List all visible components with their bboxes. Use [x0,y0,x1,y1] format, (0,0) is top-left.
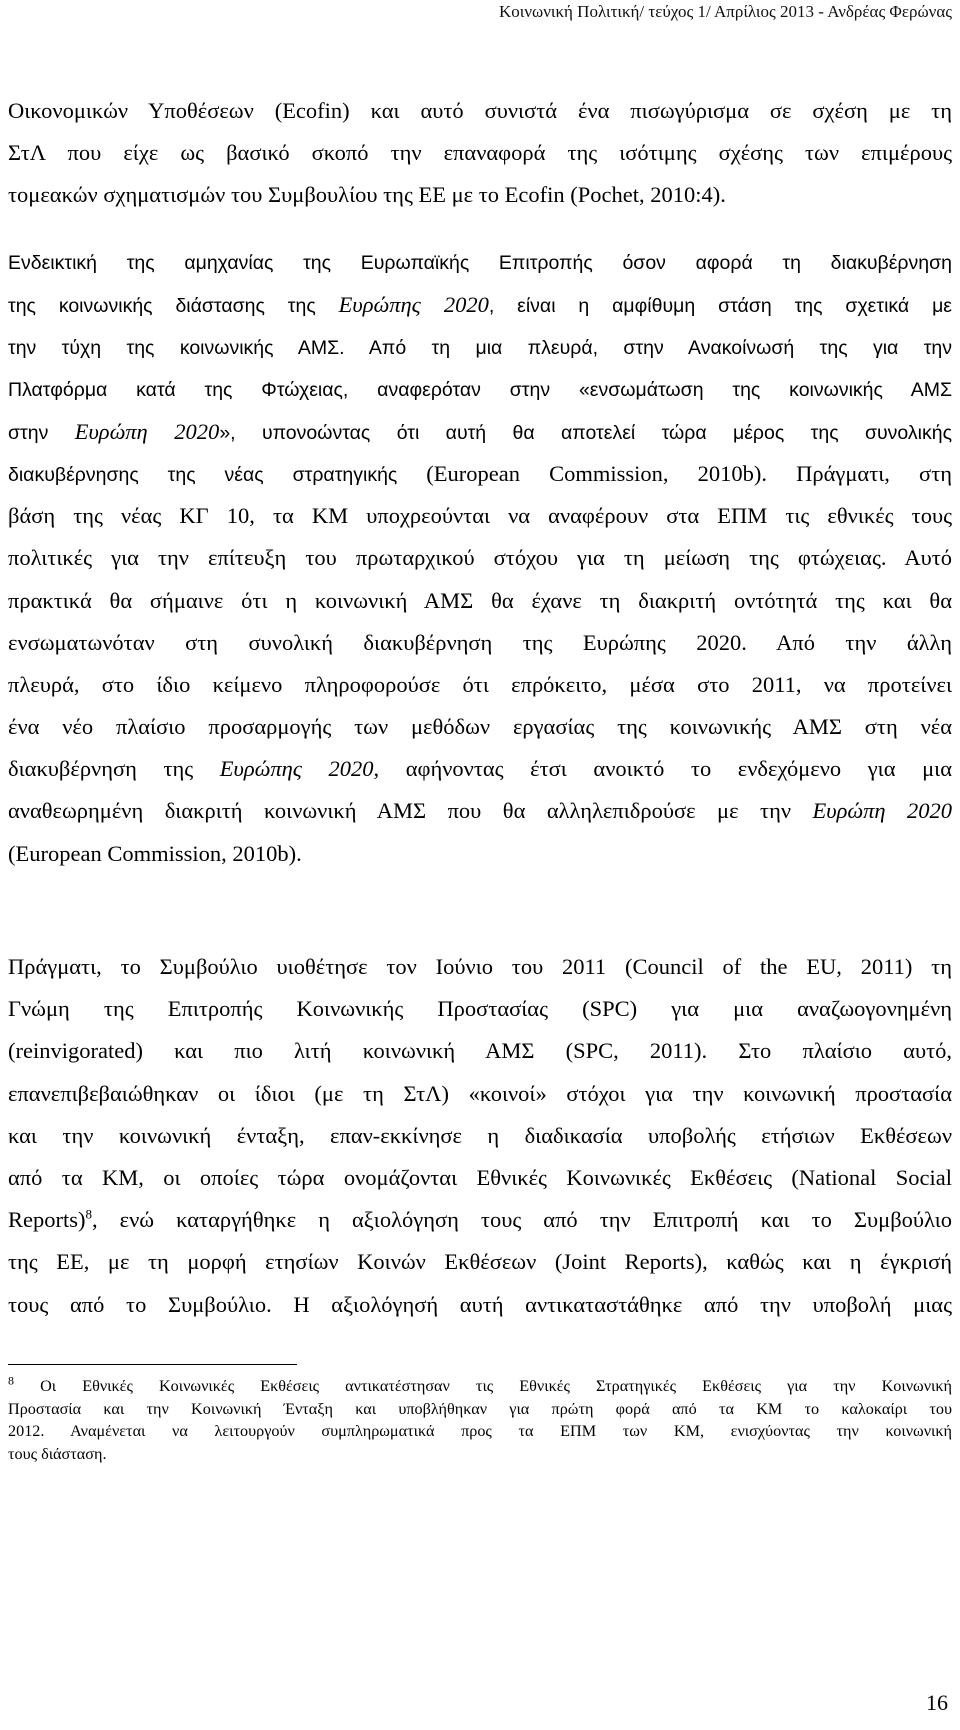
text-run: Από τη μια πλευρά, στην Ανακοίνωσή της για την [344,337,952,360]
text-run: την τύχη της κοινωνικής ΑΜΣ. [8,337,345,360]
text-line [8,748,952,790]
italic-title: Ευρώπη 2020 [812,798,952,824]
footnote-line: 2012. Αναμένεται να λειτουργούν συμπληρωματικά προς τα ΕΠΜ των ΚΜ, ενισχύοντας την κοινωνική [8,1422,952,1440]
text-line: ΣτΛ που είχε ως βασικό σκοπό την επαναφορά της ισότιμης σχέσης των επιμέρους [8,140,952,166]
text-line: πρακτικά θα σήμαινε ότι η κοινωνική ΑΜΣ θα έχανε τη διακριτή οντότητά της και θα [8,587,952,613]
running-header: Κοινωνική Πολιτική/ τεύχος 1/ Απρίλιος 2013 - Ανδρέας Φερώνας [498,2,952,21]
text-line: Ενδεικτική της αμηχανίας της Ευρωπαϊκής Επιτροπής όσον αφορά τη διακυβέρνηση [8,252,952,274]
paragraph-1 [8,90,952,217]
footnote-line: τους διάσταση. [8,1444,107,1463]
text-run: διακυβέρνησης της νέας στρατηγικής [8,463,427,486]
text-run: (European Commission, 2010b). Πράγματι, στη [426,460,952,486]
text-run: αναθεωρημένη διακριτή κοινωνική ΑΜΣ που θα αλληλεπιδρούσε με την [8,798,813,824]
text-line [8,790,952,832]
italic-title: Ευρώπης 2020 [338,292,489,318]
text-run: , αφήνοντας έτσι ανοικτό το ενδεχόμενο για μια [373,756,952,782]
text-line: τους από το Συμβούλιο. Η αξιολόγησή αυτή αντικαταστάθηκε από την υποβολή μιας [8,1291,952,1317]
text-line: (reinvigorated) και πιο λιτή κοινωνική ΑΜΣ (SPC, 2011). Στο πλαίσιο αυτό, [8,1038,952,1064]
text-line [8,326,952,368]
paragraph-2 [8,242,952,875]
text-line: Πράγματι, το Συμβούλιο υιοθέτησε τον Ιούνιο του 2011 (Council of the EU, 2011) τη [8,954,952,979]
text-line: (European Commission, 2010b). [8,840,302,866]
text-line: πλευρά, στο ίδιο κείμενο πληροφορούσε ότι επρόκειτο, μέσα στο 2011, να προτείνει [8,671,952,697]
text-line: ένα νέο πλαίσιο προσαρμογής των μεθόδων εργασίας της κοινωνικής ΑΜΣ στη νέα [8,714,952,740]
text-line: τομεακών σχηματισμών του Συμβουλίου της ΕΕ με το Ecofin (Pochet, 2010:4). [8,182,726,208]
footnote-line [8,1375,952,1398]
text-run: της κοινωνικής διάστασης της [8,295,339,318]
text-line: από τα ΚΜ, οι οποίες τώρα ονομάζονται Εθνικές Κοινωνικές Εκθέσεις (National Social [8,1164,952,1190]
text-line: Γνώμη της Επιτροπής Κοινωνικής Προστασίας (SPC) για μια αναζωογονημένη [8,996,952,1022]
text-run: , είναι η αμφίθυμη στάση της σχετικά με [488,295,953,318]
paragraph-3 [8,946,952,1326]
text-line: Οικονομικών Υποθέσεων (Ecofin) και αυτό συνιστά ένα πισωγύρισμα σε σχέση με τη [8,98,952,123]
footnote-line: Προστασία και την Κοινωνική Ένταξη και υποβλήθηκαν για πρώτη φορά από τα ΚΜ το καλοκαίρι του [8,1399,952,1418]
text-line [8,284,952,326]
text-run: Reports) [8,1207,86,1233]
text-line: Πλατφόρμα κατά της Φτώχειας, αναφερόταν στην «ενσωμάτωση της κοινωνικής ΑΜΣ [8,378,952,401]
italic-title: Ευρώπη 2020 [74,418,220,444]
text-run: Οι Εθνικές Κοινωνικές Εκθέσεις αντικατέστησαν τις Εθνικές Στρατηγικές Εκθέσεις για την Κοινωνική [14,1377,952,1395]
text-run: στην [8,421,75,444]
page-number: 16 [926,1690,948,1715]
text-run: », υπονοώντας ότι αυτή θα αποτελεί τώρα μέρος της συνολικής [219,421,952,444]
text-line: ενσωματωνόταν στη συνολική διακυβέρνηση της Ευρώπης 2020. Από την άλλη [8,629,952,655]
footnote-reference[interactable]: 8 [85,1206,92,1222]
text-line: της ΕΕ, με τη μορφή ετησίων Κοινών Εκθέσεων (Joint Reports), καθώς και η έγκρισή [8,1249,952,1275]
footnote-separator [8,1364,297,1365]
text-line: και την κοινωνική ένταξη, επαν-εκκίνησε η διαδικασία υποβολής ετήσιων Εκθέσεων [8,1122,952,1148]
text-line: βάση της νέας ΚΓ 10, τα ΚΜ υποχρεούνται να αναφέρουν στα ΕΠΜ τις εθνικές τους [8,503,952,529]
text-line [8,1199,952,1241]
text-run: διακυβέρνηση της [8,756,220,782]
text-line [8,411,952,453]
italic-title: Ευρώπης 2020 [219,756,374,782]
text-line: πολιτικές για την επίτευξη του πρωταρχικού στόχου για τη μείωση της φτώχειας. Αυτό [8,545,952,571]
text-run: , ενώ καταργήθηκε η αξιολόγηση τους από την Επιτροπή και το Συμβούλιο [92,1207,952,1233]
footnote-marker: 8 [8,1373,14,1388]
text-line [8,453,952,495]
text-line: επανεπιβεβαιώθηκαν οι ίδιοι (με τη ΣτΛ) «κοινοί» στόχοι για την κοινωνική προστασία [8,1080,952,1106]
footnote [8,1375,952,1465]
